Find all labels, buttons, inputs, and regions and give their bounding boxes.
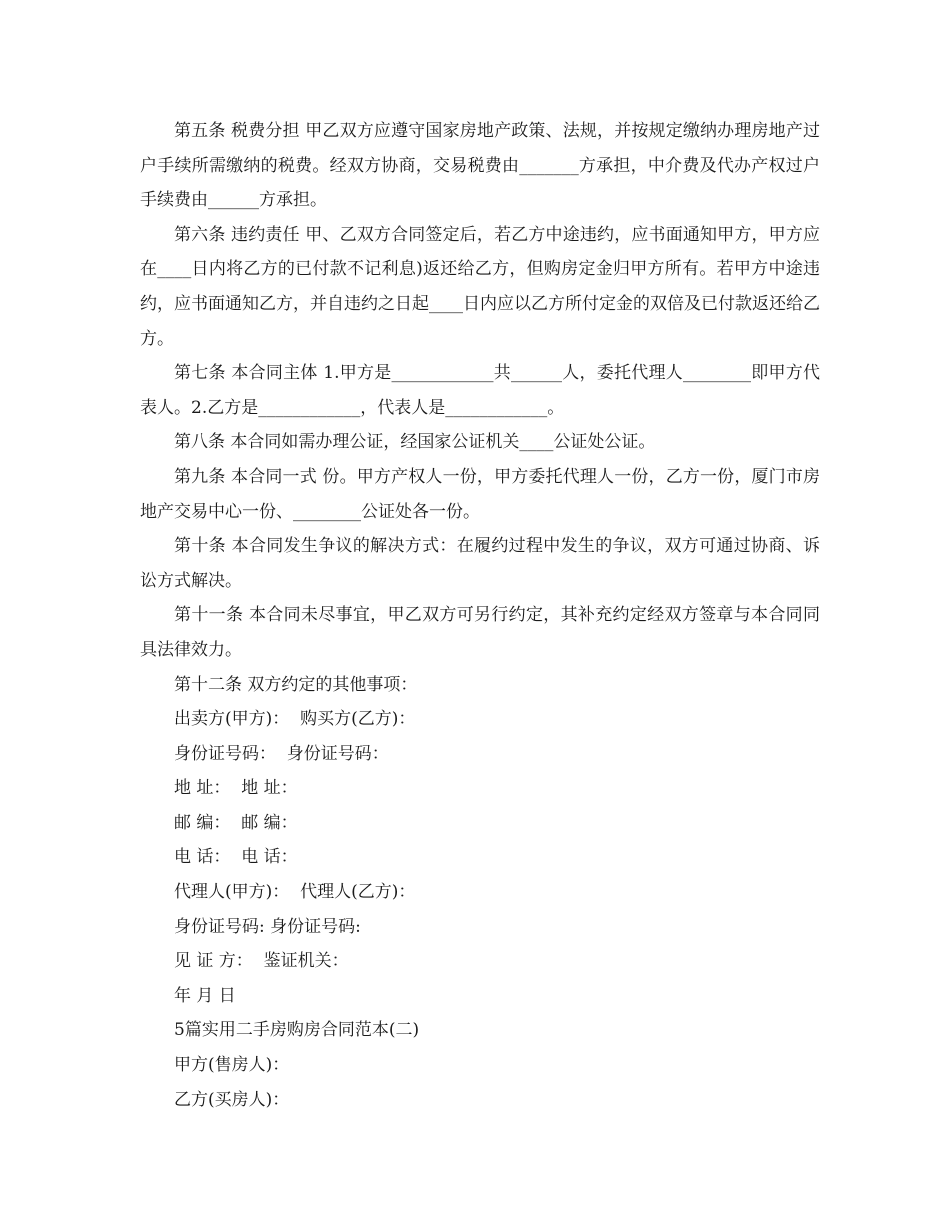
date-label: 年 月 日 xyxy=(174,985,236,1006)
agent-label: 代理人(甲方)： 代理人(乙方)： xyxy=(174,882,416,903)
section-heading: 5篇实用二手房购房合同范本(二) xyxy=(174,1020,420,1041)
clause-11-supplementary: 第十一条 本合同未尽事宜，甲乙双方可另行约定，其补充约定经双方签章与本合同同具法律效力。 xyxy=(140,605,820,660)
clause-12-other-matters: 第十二条 双方约定的其他事项： xyxy=(174,674,418,695)
postcode-label: 邮 编： 邮 编： xyxy=(174,812,298,833)
clause-7-contract-parties: 第七条 本合同主体 1.甲方是____________共______人，委托代理人________即甲方代表人。2.乙方是____________，代表人是____________。 xyxy=(140,363,820,418)
clause-6-breach-liability: 第六条 违约责任 甲、乙双方合同签定后，若乙方中途违约，应书面通知甲方，甲方应在____日内将乙方的已付款不记利息)返还给乙方，但购房定金归甲方所有。若甲方中途违约，应书面通知乙方，并自违约之日起____日内应以乙方所付定金的双倍及已付款返还给乙方。 xyxy=(140,224,820,349)
id-number-label: 身份证号码： 身份证号码： xyxy=(174,743,389,764)
address-label: 地 址： 地 址： xyxy=(174,778,298,799)
clause-5-tax-sharing: 第五条 税费分担 甲乙双方应遵守国家房地产政策、法规，并按规定缴纳办理房地产过户手续所需缴纳的税费。经双方协商，交易税费由_______方承担，中介费及代办产权过户手续费由______方承担。 xyxy=(140,121,820,211)
agent-id-number-label: 身份证号码: 身份证号码: xyxy=(174,916,361,937)
contract-text xyxy=(140,114,820,1117)
party-b-buyer-label: 乙方(买房人)： xyxy=(174,1089,290,1110)
phone-label: 电 话： 电 话： xyxy=(174,847,298,868)
party-a-seller-label: 甲方(售房人)： xyxy=(174,1055,290,1076)
seller-buyer-label: 出卖方(甲方)： 购买方(乙方)： xyxy=(174,709,416,730)
clause-8-notarization: 第八条 本合同如需办理公证，经国家公证机关____公证处公证。 xyxy=(174,432,656,453)
witness-label: 见 证 方： 鉴证机关： xyxy=(174,951,349,972)
clause-10-dispute-resolution: 第十条 本合同发生争议的解决方式：在履约过程中发生的争议，双方可通过协商、诉讼方式解决。 xyxy=(140,536,820,591)
clause-9-copies: 第九条 本合同一式 份。甲方产权人一份，甲方委托代理人一份，乙方一份，厦门市房地产交易中心一份、________公证处各一份。 xyxy=(140,466,820,522)
